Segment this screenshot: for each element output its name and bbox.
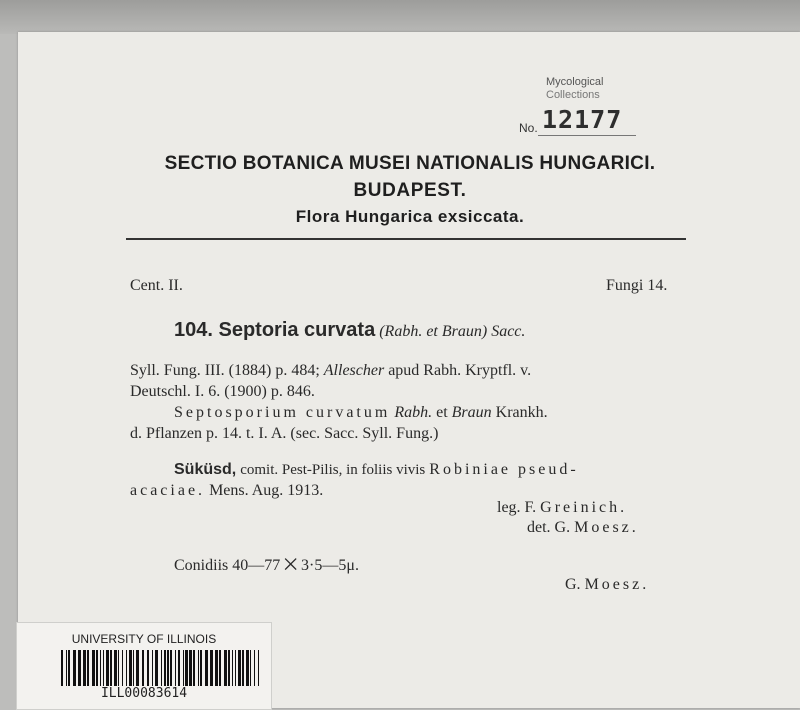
- determiner-name: Moesz.: [574, 519, 639, 536]
- barcode-bar: [73, 650, 76, 686]
- signature-initial: G.: [565, 576, 581, 593]
- barcode-bar: [96, 650, 98, 686]
- barcode-bar: [126, 650, 127, 686]
- locality-line-2: [130, 482, 323, 500]
- stamp-number: 12177: [542, 105, 623, 134]
- barcode-bar: [129, 650, 132, 686]
- synonym-author: Rabh.: [394, 404, 433, 421]
- reference-author: Allescher: [323, 362, 385, 379]
- top-strip: [0, 0, 800, 34]
- barcode-bar: [152, 650, 153, 686]
- barcode-bar: [83, 650, 86, 686]
- barcode-bar: [242, 650, 244, 686]
- locality-place: Süküsd,: [174, 461, 237, 478]
- reference-line-1: [130, 362, 531, 380]
- barcode-bar: [232, 650, 233, 686]
- barcode-bar: [66, 650, 67, 686]
- reference-text: Krankh.: [495, 404, 548, 421]
- century-label: Cent. II.: [130, 277, 183, 294]
- leg-line: [497, 499, 627, 517]
- barcode-bar: [200, 650, 202, 686]
- locality-text: comit. Pest-Pilis, in foliis vivis: [240, 462, 426, 478]
- barcode-bar: [161, 650, 162, 686]
- barcode-bar: [167, 650, 169, 686]
- barcode-bar: [164, 650, 166, 686]
- host-name: acaciae.: [130, 482, 206, 499]
- stamp-line-2: Collections: [546, 89, 600, 101]
- institution-name: UNIVERSITY OF ILLINOIS: [71, 632, 217, 646]
- barcode-bar: [103, 650, 104, 686]
- det-line: [527, 519, 639, 537]
- barcode-bar: [155, 650, 158, 686]
- barcode-bar: [175, 650, 176, 686]
- reference-text: Syll. Fung. III. (1884) p. 484;: [130, 362, 320, 379]
- barcode-bar: [106, 650, 109, 686]
- barcode-bar: [193, 650, 195, 686]
- species-line: [174, 319, 525, 342]
- barcode-bar: [87, 650, 89, 686]
- barcode-bar: [210, 650, 213, 686]
- barcode-label: [16, 622, 272, 710]
- barcode-bar: [133, 650, 134, 686]
- barcode-bar: [114, 650, 117, 686]
- header-city: BUDAPEST.: [353, 180, 467, 201]
- reference-line-4: d. Pflanzen p. 14. t. I. A. (sec. Sacc. Syll. Fung.): [130, 425, 439, 442]
- reference-line-3: [174, 404, 548, 422]
- stamp-line-1: Mycological: [546, 76, 604, 88]
- barcode-bar: [246, 650, 249, 686]
- locality-line-1: [174, 461, 579, 479]
- stamp-no-label: No.: [519, 121, 538, 135]
- barcode-bar: [178, 650, 180, 686]
- barcode-bar: [147, 650, 149, 686]
- barcode-bar: [215, 650, 218, 686]
- header-series: Flora Hungarica exsiccata.: [295, 207, 525, 226]
- barcode-bar: [110, 650, 112, 686]
- barcode-bar: [189, 650, 192, 686]
- species-authority: (Rabh. et Braun) Sacc.: [379, 323, 526, 340]
- barcode-bar: [118, 650, 119, 686]
- barcode-bar: [185, 650, 188, 686]
- leg-label: leg. F.: [497, 499, 537, 516]
- barcode-bar: [198, 650, 199, 686]
- barcode-bar: [100, 650, 101, 686]
- signature-line: [565, 576, 649, 594]
- collection-stamp: [516, 76, 646, 140]
- barcode-bar: [142, 650, 144, 686]
- fungi-number: Fungi 14.: [606, 277, 668, 294]
- barcode-bar: [228, 650, 230, 686]
- conidia-measurement: Conidiis 40—77 ⨉ 3·5—5μ.: [174, 557, 359, 574]
- barcode-bar: [78, 650, 81, 686]
- barcode-bar: [224, 650, 227, 686]
- barcode-bar: [254, 650, 255, 686]
- synonym-author: Braun: [451, 404, 492, 421]
- reference-text: et: [436, 404, 448, 421]
- barcode-bar: [238, 650, 241, 686]
- det-label: det. G.: [527, 519, 571, 536]
- barcode-bar: [92, 650, 95, 686]
- header-divider: [126, 238, 686, 240]
- reference-text: apud Rabh. Kryptfl. v.: [388, 362, 532, 379]
- synonym-name: Septosporium curvatum: [174, 404, 391, 421]
- barcode-number: ILL00083614: [100, 686, 188, 701]
- barcode-bar: [170, 650, 172, 686]
- barcode-bar: [235, 650, 236, 686]
- barcode-bar: [122, 650, 123, 686]
- host-name: Robiniae pseud-: [429, 461, 579, 478]
- barcode-bar: [183, 650, 184, 686]
- barcode-graphic: [61, 650, 259, 686]
- collection-date: Mens. Aug. 1913.: [209, 482, 324, 499]
- signature-name: Moesz.: [584, 576, 650, 593]
- species-name: 104. Septoria curvata: [174, 319, 376, 341]
- reference-line-2: Deutschl. I. 6. (1900) p. 846.: [130, 383, 315, 400]
- header-institution: SECTIO BOTANICA MUSEI NATIONALIS HUNGARICI.: [164, 153, 656, 174]
- barcode-bar: [136, 650, 139, 686]
- barcode-bar: [68, 650, 70, 686]
- barcode-bar: [61, 650, 63, 686]
- barcode-bar: [205, 650, 208, 686]
- collector-name: Greinich.: [540, 499, 628, 516]
- barcode-bar: [219, 650, 221, 686]
- barcode-bar: [250, 650, 251, 686]
- stamp-underline: [538, 135, 636, 136]
- barcode-bar: [258, 650, 259, 686]
